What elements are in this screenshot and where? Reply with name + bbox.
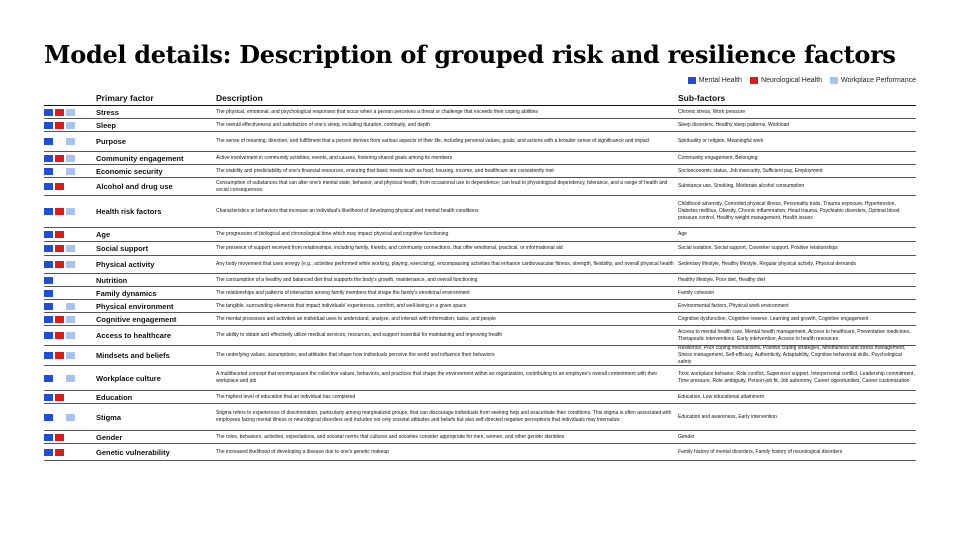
factor-subfactors: Toxic workplace behavior, Role conflict, Supervisor support, Interpersonal conflict, Leadership commitment, Time pressure, Role ambiguity, Person-job fit, Job autonomy, Career opportunities, Career customization — [678, 371, 915, 384]
workplace-performance-marker — [66, 303, 75, 310]
factor-subfactors: Social isolation, Social support, Coworker support, Positive relationships — [678, 245, 838, 252]
relevance-markers — [44, 245, 96, 252]
factor-name: Alcohol and drug use — [96, 182, 173, 191]
neurological-health-marker — [55, 332, 64, 339]
factor-description: The increased likelihood of developing a disease due to one's genetic makeup — [216, 448, 390, 455]
header-primary-factor: Primary factor — [96, 93, 154, 104]
factor-name: Physical activity — [96, 260, 155, 269]
factor-subfactors: Environmental factors, Physical work environment — [678, 302, 789, 309]
mental-health-marker — [44, 168, 53, 175]
neurological-health-marker — [55, 122, 64, 129]
relevance-markers — [44, 375, 96, 382]
relevance-markers — [44, 109, 96, 116]
relevance-markers — [44, 138, 96, 145]
relevance-markers — [44, 316, 96, 323]
legend — [688, 77, 916, 84]
empty-marker — [66, 394, 75, 401]
relevance-markers — [44, 332, 96, 339]
table-row — [44, 178, 916, 196]
factor-name: Nutrition — [96, 275, 128, 285]
factor-subfactors: Spirituality or religion, Meaningful work — [678, 138, 764, 145]
workplace-performance-marker — [66, 122, 75, 129]
relevance-markers — [44, 414, 96, 421]
mental-health-marker — [44, 122, 53, 129]
factor-name: Sleep — [96, 120, 117, 130]
workplace-performance-marker — [66, 208, 75, 215]
relevance-markers — [44, 290, 96, 297]
table-row — [44, 404, 916, 431]
factor-name: Workplace culture — [96, 373, 161, 383]
empty-marker — [66, 277, 75, 284]
mental-health-marker — [44, 375, 53, 382]
table-row — [44, 256, 916, 274]
workplace-performance-marker — [66, 316, 75, 323]
factor-description: The progression of biological and chronological time which may impact physical and cognitive functioning — [216, 231, 449, 238]
neurological-health-marker — [55, 208, 64, 215]
factor-description: The tangible, surrounding elements that impact individuals' experiences, comfort, and well-being in a given space — [216, 302, 467, 309]
mental-health-marker — [44, 208, 53, 215]
relevance-markers — [44, 122, 96, 129]
table-row — [44, 287, 916, 300]
factor-subfactors: Gender — [678, 433, 695, 440]
relevance-markers — [44, 261, 96, 268]
factor-subfactors: Cognitive dysfunction, Cognitive reserve, Learning and growth, Cognitive engagement — [678, 315, 869, 322]
relevance-markers — [44, 394, 96, 401]
factor-subfactors: Childhood adversity, Comorbid physical illness, Personality traits, Trauma exposure, Hypertension, Diabetes mellitus, Obesity, Chronic inflammation, Head trauma, Psychiatric disorders, Optimal blood pressure control, Healthy weight management, Health issues — [678, 201, 900, 221]
legend-workplace-label: Workplace Performance — [841, 77, 916, 84]
neurological-health-marker — [55, 434, 64, 441]
mental-health-marker — [44, 138, 53, 145]
mental-health-swatch — [688, 77, 696, 84]
page-title: Model details: Description of grouped risk and resilience factors — [44, 40, 896, 69]
factor-subfactors: Healthy lifestyle, Poor diet, Healthy diet — [678, 276, 765, 283]
factor-name: Access to healthcare — [96, 331, 172, 340]
mental-health-marker — [44, 332, 53, 339]
factor-name: Age — [96, 230, 111, 239]
factor-name: Mindsets and beliefs — [96, 351, 170, 360]
factor-subfactors: Family history of mental disorders, Family history of neurological disorders — [678, 448, 843, 455]
table-row — [44, 165, 916, 178]
neurological-health-marker — [55, 155, 64, 162]
relevance-markers — [44, 231, 96, 238]
empty-marker — [66, 434, 75, 441]
table-row — [44, 132, 916, 152]
mental-health-marker — [44, 303, 53, 310]
empty-marker — [55, 290, 64, 297]
factor-name: Gender — [96, 432, 123, 442]
mental-health-marker — [44, 414, 53, 421]
factor-name: Family dynamics — [96, 288, 157, 298]
mental-health-marker — [44, 155, 53, 162]
neurological-health-marker — [55, 394, 64, 401]
factor-name: Economic security — [96, 166, 163, 176]
table-row — [44, 431, 916, 444]
table-row — [44, 366, 916, 391]
factor-description: The stability and predictability of one's financial resources, ensuring that basic needs such as food, housing, income, and healthcare are consistently met — [216, 167, 554, 174]
table-row — [44, 444, 916, 461]
factor-subfactors: Age — [678, 231, 687, 238]
header-description: Description — [216, 93, 263, 104]
factor-description: Characteristics or behaviors that increase an individual's likelihood of developing physical and mental health conditions — [216, 208, 479, 215]
mental-health-marker — [44, 277, 53, 284]
table-row — [44, 313, 916, 326]
relevance-markers — [44, 449, 96, 456]
workplace-performance-marker — [66, 261, 75, 268]
legend-workplace-performance — [830, 77, 916, 84]
legend-neurological-health — [750, 77, 822, 84]
factor-description: The roles, behaviors, activities, expectations, and societal norms that cultures and societies consider appropriate for men, women, and other gender identities — [216, 433, 565, 440]
factor-name: Community engagement — [96, 153, 184, 163]
factor-description: Any body movement that uses energy (e.g., activities performed while working, playing, exercising), encompassing activities that enhance cardiovascular fitness, strength, flexibility, and overall physical health — [216, 261, 674, 268]
workplace-performance-marker — [66, 352, 75, 359]
table-row — [44, 196, 916, 228]
empty-marker — [66, 449, 75, 456]
table-row — [44, 106, 916, 119]
table-header — [44, 92, 916, 106]
factor-description: The relationships and patterns of interaction among family members that shape the family's emotional environment — [216, 289, 470, 296]
factor-description: The mental processes and activities an individual uses to understand, analyze, and interact with information, tasks, and people — [216, 315, 496, 322]
neurological-health-marker — [55, 352, 64, 359]
table-row — [44, 228, 916, 242]
neurological-health-swatch — [750, 77, 758, 84]
empty-marker — [55, 414, 64, 421]
factor-name: Stigma — [96, 412, 122, 422]
factor-description: The presence of support received from relationships, including family, friends, and community connections, that offer emotional, practical, or informational aid — [216, 245, 563, 252]
relevance-markers — [44, 183, 96, 190]
factor-subfactors: Sedentary lifestyle, Healthy lifestyle, Regular physical activity, Physical demands — [678, 261, 857, 268]
relevance-markers — [44, 352, 96, 359]
relevance-markers — [44, 168, 96, 175]
table-row — [44, 346, 916, 366]
factor-subfactors: Sleep disorders, Healthy sleep patterns, Workload — [678, 121, 790, 128]
mental-health-marker — [44, 352, 53, 359]
factor-subfactors: Education, Low educational attainment — [678, 393, 764, 400]
mental-health-marker — [44, 449, 53, 456]
mental-health-marker — [44, 245, 53, 252]
neurological-health-marker — [55, 261, 64, 268]
empty-marker — [55, 375, 64, 382]
factor-name: Cognitive engagement — [96, 314, 177, 324]
mental-health-marker — [44, 109, 53, 116]
empty-marker — [66, 290, 75, 297]
factor-description: The highest level of education that an individual has completed — [216, 393, 356, 400]
empty-marker — [66, 183, 75, 190]
table-row — [44, 119, 916, 132]
empty-marker — [55, 277, 64, 284]
factor-name: Social support — [96, 244, 149, 253]
workplace-performance-marker — [66, 332, 75, 339]
neurological-health-marker — [55, 183, 64, 190]
neurological-health-marker — [55, 449, 64, 456]
factor-description: Active involvement in community activities, events, and causes, fostering shared goals among its members — [216, 154, 453, 161]
neurological-health-marker — [55, 109, 64, 116]
mental-health-marker — [44, 290, 53, 297]
relevance-markers — [44, 434, 96, 441]
table-row — [44, 274, 916, 287]
mental-health-marker — [44, 261, 53, 268]
mental-health-marker — [44, 394, 53, 401]
factor-description: Stigma refers to experiences of discrimination, particularly among marginalized groups, that can discourage individuals from seeking help and exacerbate their conditions. This stigma is often associated with employees facing mental illness or neurological disorders and includes not only societal attitudes and beliefs but also self-directed negative perceptions that individuals may internalize — [216, 410, 672, 423]
factor-subfactors: Family cohesion — [678, 289, 715, 296]
factors-table — [44, 92, 916, 461]
neurological-health-marker — [55, 316, 64, 323]
factor-name: Health risk factors — [96, 207, 162, 216]
relevance-markers — [44, 208, 96, 215]
factor-description: Consumption of substances that can alter one's mental state, behavior, and physical health, from occasional use to dependence; can lead to physiological dependency, tolerance, and a range of health and social consequences — [216, 179, 668, 193]
factor-description: The ability to obtain and effectively utilize medical services, resources, and support essential for maintaining and improving health — [216, 332, 503, 339]
factor-name: Physical environment — [96, 301, 174, 311]
factor-description: The sense of meaning, direction, and fulfillment that a person derives from various aspects of their life, including personal values, goals, and actions with a broader sense of significance and impact — [216, 138, 650, 145]
mental-health-marker — [44, 231, 53, 238]
table-row — [44, 326, 916, 346]
factor-subfactors: Access to mental health care, Mental health management, Access to healthcare, Preventative medicines, Therapeutic interventions, Early intervention, Access to health resources — [678, 328, 911, 342]
factor-description: The underlying values, assumptions, and attitudes that shape how individuals perceive the world and influence their behaviors — [216, 352, 495, 359]
legend-mental-label: Mental Health — [698, 77, 742, 84]
factor-subfactors: Community engagement, Belonging — [678, 154, 758, 161]
empty-marker — [55, 138, 64, 145]
factor-subfactors: Substance use, Smoking, Moderate alcohol consumption — [678, 183, 805, 190]
factor-name: Education — [96, 392, 133, 402]
mental-health-marker — [44, 434, 53, 441]
table-body — [44, 106, 916, 461]
workplace-performance-marker — [66, 245, 75, 252]
legend-neuro-label: Neurological Health — [760, 77, 823, 84]
relevance-markers — [44, 303, 96, 310]
legend-mental-health — [688, 77, 742, 84]
factor-description: A multifaceted concept that encompasses the collective values, behaviors, and practices that shape the environment within an organization, contributing to an employee's overall contentment with their workplace and job — [216, 371, 658, 384]
factor-description: The overall effectiveness and satisfaction of one's sleep, including duration, continuity, and depth — [216, 121, 430, 128]
workplace-performance-marker — [66, 138, 75, 145]
factor-subfactors: Socioeconomic status, Job insecurity, Sufficient pay, Employment — [678, 167, 823, 174]
workplace-performance-marker — [66, 168, 75, 175]
workplace-performance-swatch — [830, 77, 838, 84]
header-subfactors: Sub-factors — [678, 93, 726, 104]
mental-health-marker — [44, 183, 53, 190]
relevance-markers — [44, 277, 96, 284]
empty-marker — [55, 303, 64, 310]
factor-name: Genetic vulnerability — [96, 447, 170, 457]
workplace-performance-marker — [66, 375, 75, 382]
factor-name: Purpose — [96, 137, 127, 146]
factor-subfactors: Education and awareness, Early intervention — [678, 413, 777, 420]
factor-subfactors: Chronic stress, Work pressure — [678, 108, 746, 115]
mental-health-marker — [44, 316, 53, 323]
factor-description: The physical, emotional, and psychological responses that occur when a person perceives a threat or challenge that exceeds their coping abilities — [216, 108, 538, 115]
table-row — [44, 300, 916, 313]
neurological-health-marker — [55, 231, 64, 238]
factor-name: Stress — [96, 107, 119, 117]
factor-description: The consumption of a healthy and balanced diet that supports the body's growth, maintenance, and overall functioning — [216, 276, 478, 283]
table-row — [44, 152, 916, 165]
workplace-performance-marker — [66, 414, 75, 421]
factor-subfactors: Resilience, Poor coping mechanisms, Positive coping strategies, Mindfulness and stress management, Stress management, Self-efficacy, Authenticity, Adaptability, Cognitive behavioral skills, Psychological safety — [678, 345, 906, 365]
workplace-performance-marker — [66, 109, 75, 116]
empty-marker — [66, 231, 75, 238]
empty-marker — [55, 168, 64, 175]
workplace-performance-marker — [66, 155, 75, 162]
table-row — [44, 242, 916, 256]
table-row — [44, 391, 916, 404]
relevance-markers — [44, 155, 96, 162]
neurological-health-marker — [55, 245, 64, 252]
